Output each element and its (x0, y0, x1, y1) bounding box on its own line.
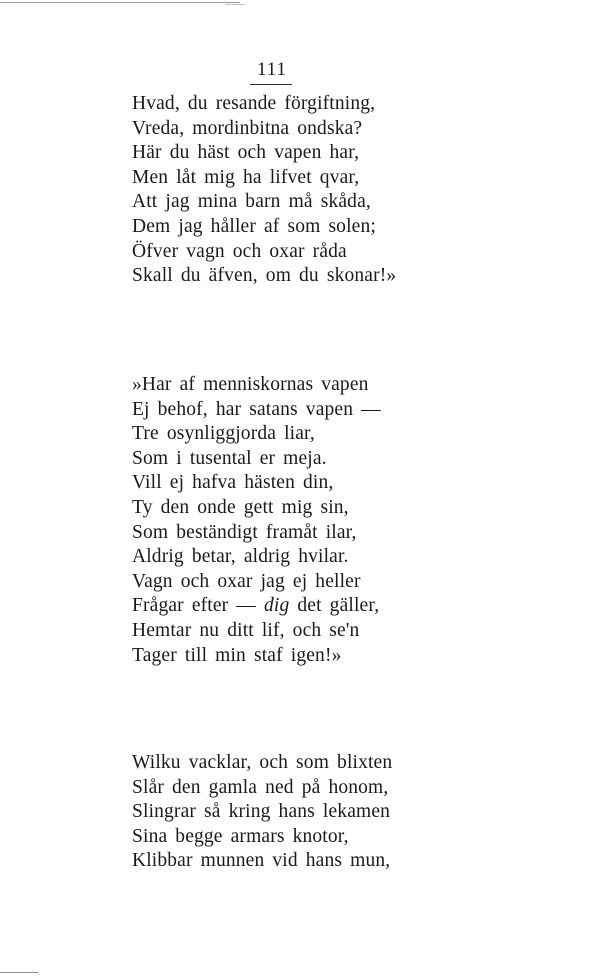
poem-line: Vreda, mordinbitna ondska? (132, 117, 363, 139)
poem-line: Klibbar munnen vid hans mun, (132, 850, 391, 872)
poem-line: Ej behof, har satans vapen — (132, 398, 381, 420)
poem-line: Vagn och oxar jag ej heller (132, 570, 361, 592)
scan-edge-line (0, 2, 240, 3)
poem-line: Här du häst och vapen har, (132, 142, 360, 164)
poem-line: Hvad, du resande förgiftning, (132, 93, 376, 114)
poem-line-emphasis: dig (263, 595, 290, 617)
poem-line: Öfver vagn och oxar råda (132, 240, 347, 262)
poem-line: Slår den gamla ned på honom, (132, 776, 389, 798)
poem-line: Ty den onde gett mig sin, (132, 496, 349, 518)
poem-line: Vill ej hafva hästen din, (132, 472, 334, 494)
poem-line: Att jag mina barn må skåda, (132, 191, 371, 213)
poem-line: Hemtar nu ditt lif, och se'n (132, 619, 360, 641)
poem-line: Tager till min staf igen!» (132, 644, 342, 666)
poem-line: Som beständigt framåt ilar, (132, 521, 357, 543)
poem-line: »Har af menniskornas vapen (132, 374, 369, 395)
scan-edge-line (0, 972, 38, 973)
scan-edge-line (225, 4, 245, 5)
poem-line: Skall du äfven, om du skonar!» (132, 265, 397, 287)
poem-line: Som i tusental er meja. (132, 447, 327, 469)
poem-line: Dem jag håller af som solen; (132, 215, 376, 237)
poem-line: Sina begge armars knotor, (132, 825, 349, 847)
poem-line: Aldrig betar, aldrig hvilar. (132, 546, 349, 568)
stanza-2 (132, 373, 381, 668)
page-number: 111 (256, 59, 288, 80)
page-number-rule (250, 84, 292, 85)
poem-line-text: Frågar efter — (132, 595, 264, 617)
stanza-3 (132, 751, 392, 874)
poem-line: Slingrar så kring hans lekamen (132, 801, 391, 823)
poem-line (132, 594, 381, 619)
poem-line: Tre osynliggjorda liar, (132, 423, 315, 445)
poem-line: Wilku vacklar, och som blixten (132, 752, 393, 773)
stanza-1 (132, 92, 396, 289)
poem-line: Men låt mig ha lifvet qvar, (132, 166, 360, 188)
poem-line-text: det gäller, (289, 595, 380, 617)
